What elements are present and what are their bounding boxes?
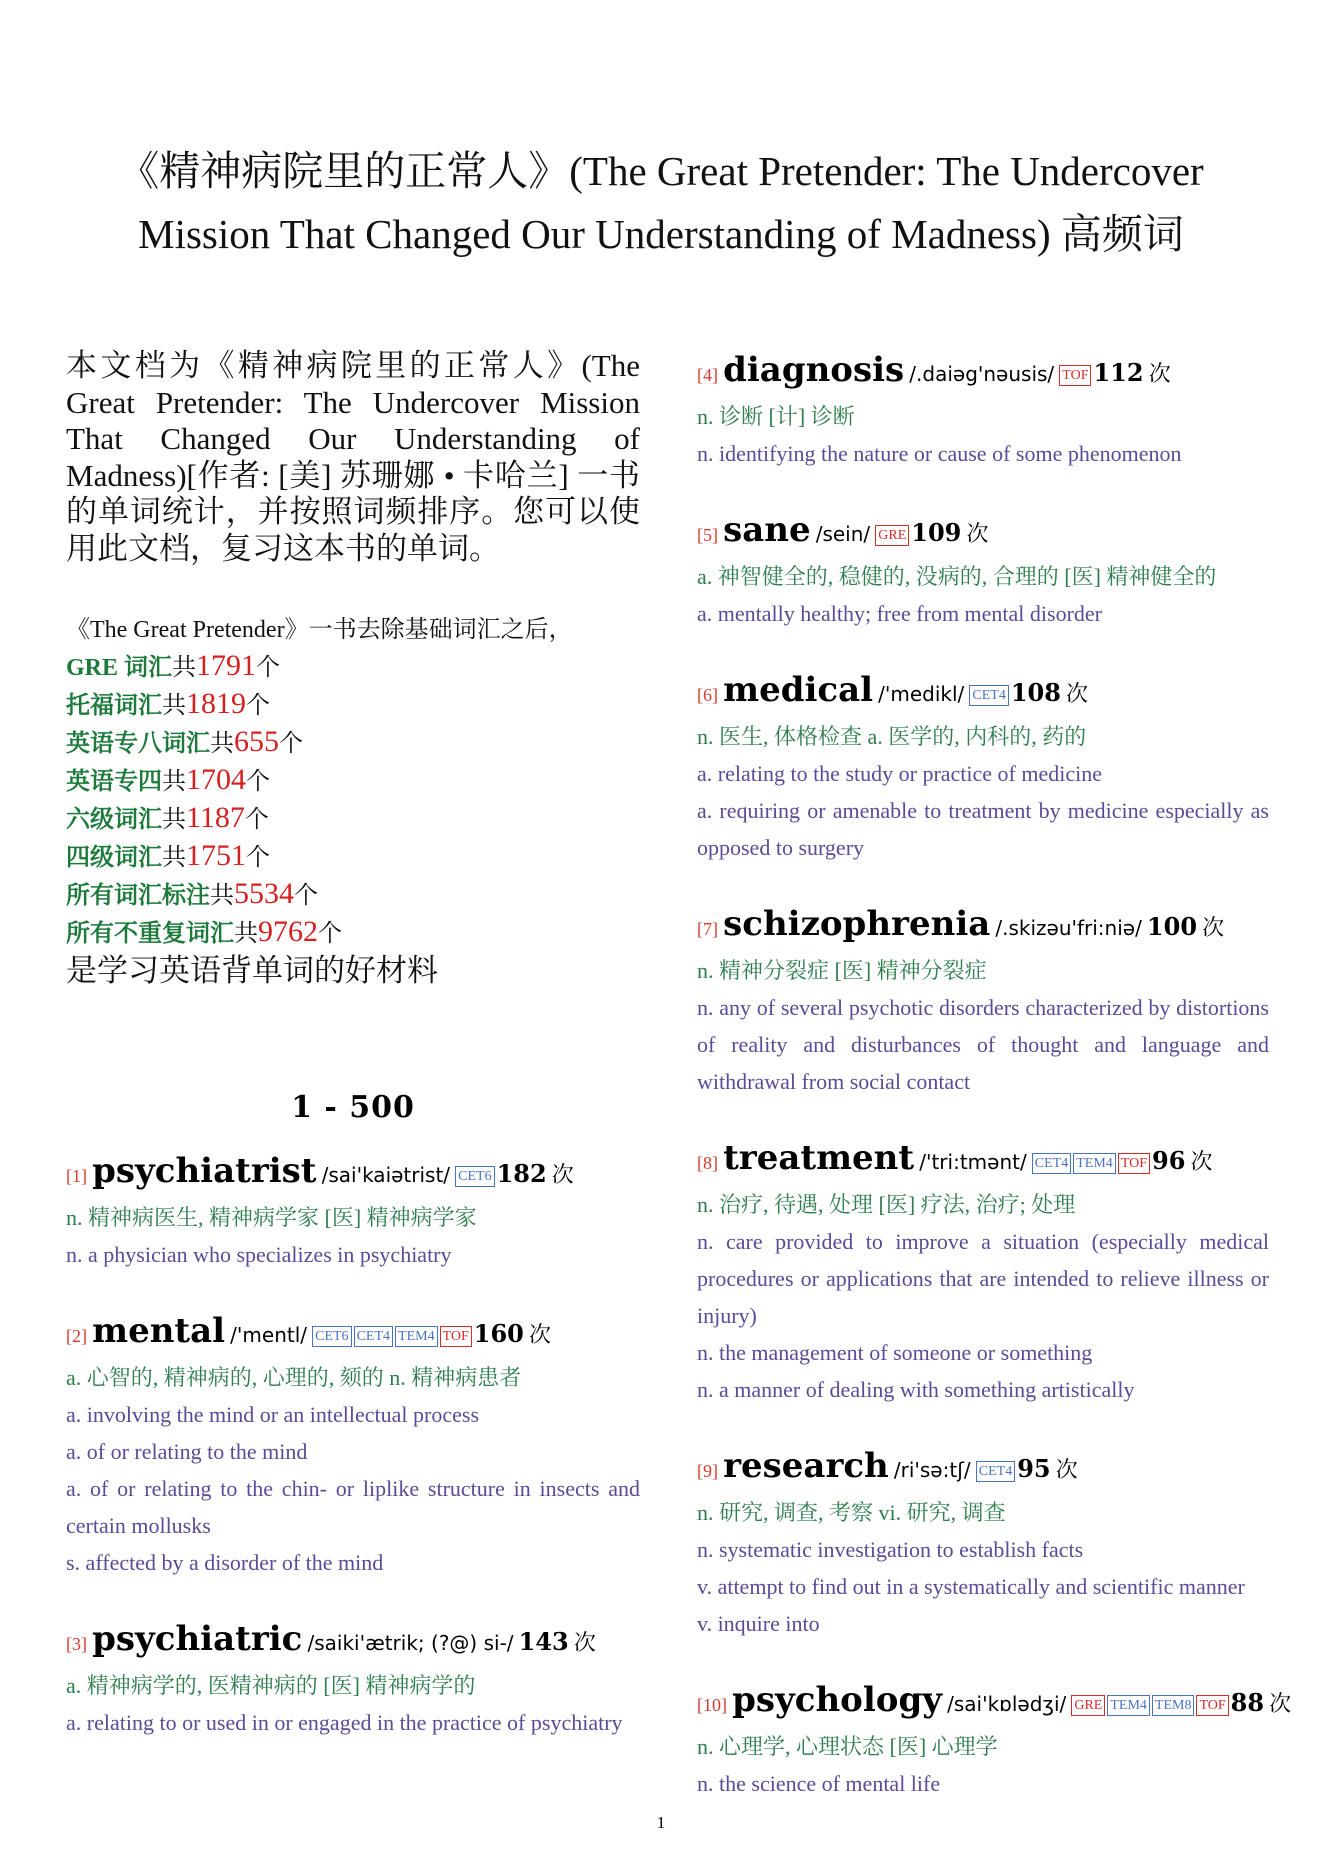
exam-tag: TEM4	[395, 1326, 438, 1347]
english-definition: s. affected by a disorder of the mind	[66, 1549, 384, 1575]
english-definition: n. the management of someone or something	[697, 1340, 1093, 1365]
frequency-count: 95	[1017, 1454, 1051, 1483]
chinese-definition: n. 医生, 体格检查 a. 医学的, 内科的, 药的	[697, 724, 1087, 749]
frequency-unit: 次	[551, 1161, 574, 1187]
entry-index: [3]	[66, 1633, 87, 1654]
word-entry	[697, 902, 1269, 1100]
english-definition: n. any of several psychotic disorders characterized by distortions of reality and disturbances of thought and language and withdrawal from social contact	[697, 995, 1269, 1094]
entry-index: [4]	[697, 365, 718, 385]
frequency-unit: 次	[573, 1629, 596, 1655]
chinese-definition: n. 心理学, 心理状态 [医] 心理学	[697, 1734, 998, 1759]
english-definition: n. systematic investigation to establish facts	[697, 1537, 1084, 1562]
stat-count: 1791	[196, 648, 257, 682]
stat-suffix: 个	[246, 692, 270, 719]
english-definition: a. of or relating to the mind	[66, 1438, 308, 1464]
stat-label: 六级词汇	[66, 806, 162, 833]
page-title: 《精神病院里的正常人》(The Great Pretender: The Undercover Mission That Changed Our Understanding of Madness) 高频词	[118, 148, 1204, 257]
stat-row	[66, 800, 640, 838]
entries-right	[697, 348, 1292, 1802]
stat-suffix: 个	[279, 730, 303, 757]
headword: psychology	[732, 1680, 942, 1720]
pronunciation: /sai'kaiətrist/	[321, 1162, 451, 1187]
stat-row	[66, 724, 640, 762]
stat-suffix: 个	[318, 920, 342, 947]
english-definition: a. requiring or amenable to treatment by medicine especially as opposed to surgery	[697, 798, 1269, 860]
chinese-definition: n. 精神分裂症 [医] 精神分裂症	[697, 958, 987, 983]
frequency-unit: 次	[1148, 361, 1171, 386]
stat-row	[66, 648, 640, 686]
english-definition: n. the science of mental life	[697, 1771, 941, 1796]
pronunciation: /saiki'ætrik; (?@) si-/	[307, 1630, 514, 1655]
word-entry	[697, 348, 1269, 472]
stat-mid: 共	[162, 692, 186, 719]
stat-label: 所有不重复词汇	[66, 920, 234, 947]
entry-head	[697, 668, 1269, 718]
word-entry	[697, 668, 1269, 866]
stat-row	[66, 914, 640, 952]
english-definition: a. mentally healthy; free from mental disorder	[697, 601, 1103, 626]
stat-count: 1751	[186, 838, 246, 872]
entry-index: [2]	[66, 1325, 87, 1346]
stat-label: 所有词汇标注	[66, 882, 210, 909]
word-entry	[697, 1678, 1292, 1802]
entry-head	[697, 902, 1269, 952]
exam-tag: GRE	[1071, 1695, 1105, 1716]
exam-tag: TEM8	[1152, 1695, 1195, 1716]
pronunciation: /.daiəg'nəusis/	[909, 362, 1055, 386]
chinese-definition: a. 神智健全的, 稳健的, 没病的, 合理的 [医] 精神健全的	[697, 564, 1217, 589]
english-definition: a. of or relating to the chin- or liplike structure in insects and certain mollusks	[66, 1475, 640, 1538]
stat-mid: 共	[172, 654, 197, 681]
stats-closing: 是学习英语背单词的好材料	[66, 952, 438, 988]
right-column	[697, 348, 1292, 1838]
exam-tag: CET4	[1032, 1153, 1071, 1174]
frequency-unit: 次	[1269, 1691, 1292, 1716]
frequency-count: 88	[1230, 1688, 1265, 1717]
headword: medical	[723, 670, 874, 710]
stat-suffix: 个	[294, 882, 318, 909]
pronunciation: /sai'kɒlədʒi/	[947, 1692, 1067, 1716]
stat-count: 5534	[234, 876, 294, 910]
stat-mid: 共	[210, 882, 234, 909]
exam-tag: TOF	[1118, 1153, 1150, 1174]
left-column	[66, 348, 640, 1777]
frequency-unit: 次	[1202, 915, 1225, 940]
stat-row	[66, 762, 640, 800]
english-definition: n. a physician who specializes in psychiatry	[66, 1241, 452, 1267]
entry-head	[66, 1309, 640, 1359]
stat-suffix: 个	[246, 768, 270, 795]
english-definition: v. inquire into	[697, 1611, 820, 1636]
exam-tag: TOF	[440, 1326, 472, 1347]
english-definition: a. relating to or used in or engaged in the practice of psychiatry	[66, 1709, 623, 1735]
stat-mid: 共	[162, 806, 186, 833]
entry-head	[697, 1136, 1269, 1186]
exam-tag: GRE	[875, 525, 909, 546]
frequency-unit: 次	[1066, 681, 1089, 706]
frequency-count: 109	[911, 518, 962, 547]
stat-row	[66, 876, 640, 914]
stat-count: 1187	[186, 800, 245, 834]
chinese-definition: a. 心智的, 精神病的, 心理的, 颏的 n. 精神病患者	[66, 1364, 522, 1390]
pronunciation: /'medikl/	[878, 682, 965, 706]
frequency-unit: 次	[1190, 1149, 1213, 1174]
frequency-count: 182	[496, 1158, 547, 1188]
headword: psychiatric	[92, 1618, 303, 1659]
intro-paragraph: 本文档为《精神病院里的正常人》(The Great Pretender: The Undercover Mission That Changed Our Understanding of Madness)[作者: [美] 苏珊娜 • 卡哈兰] 一书的单词统计，并按照词频排序。您可以使用此文档，复习这本书的单词。	[66, 348, 640, 566]
pronunciation: /'tri:tmənt/	[919, 1150, 1027, 1174]
exam-tag: CET4	[976, 1461, 1015, 1482]
word-entry	[697, 1444, 1269, 1642]
frequency-count: 96	[1152, 1146, 1186, 1175]
exam-tag: TEM4	[1073, 1153, 1116, 1174]
stat-count: 1819	[186, 686, 246, 720]
frequency-count: 143	[518, 1626, 569, 1656]
exam-tag: CET6	[312, 1326, 351, 1347]
frequency-count: 112	[1093, 358, 1144, 387]
english-definition: n. a manner of dealing with something artistically	[697, 1377, 1135, 1402]
pronunciation: /sein/	[815, 522, 871, 546]
word-entry	[697, 1136, 1269, 1408]
headword: psychiatrist	[92, 1150, 317, 1191]
stat-suffix: 个	[256, 654, 281, 681]
exam-tag: TOF	[1059, 365, 1091, 386]
frequency-unit: 次	[1055, 1457, 1078, 1482]
exam-tag: TOF	[1196, 1695, 1228, 1716]
headword: sane	[723, 510, 811, 550]
entry-index: [9]	[697, 1461, 718, 1481]
entry-index: [10]	[697, 1695, 727, 1715]
chinese-definition: n. 研究, 调查, 考察 vi. 研究, 调查	[697, 1500, 1006, 1525]
word-entry	[66, 1309, 640, 1581]
frequency-unit: 次	[528, 1321, 551, 1347]
entry-index: [6]	[697, 685, 718, 705]
headword: schizophrenia	[723, 904, 991, 944]
entry-index: [8]	[697, 1153, 718, 1173]
stat-count: 9762	[258, 914, 318, 948]
stat-row	[66, 686, 640, 724]
word-entry	[66, 1617, 640, 1741]
entry-head	[697, 1678, 1292, 1728]
pronunciation: /'mentl/	[230, 1322, 308, 1347]
english-definition: n. care provided to improve a situation (especially medical procedures or applications that are intended to relieve illness or injury)	[697, 1229, 1269, 1328]
frequency-count: 108	[1010, 678, 1061, 707]
entry-index: [5]	[697, 525, 718, 545]
headword: diagnosis	[723, 350, 905, 390]
exam-tag: TEM4	[1107, 1695, 1150, 1716]
stat-label: GRE 词汇	[66, 654, 173, 681]
word-entry	[66, 1149, 640, 1273]
english-definition: a. involving the mind or an intellectual process	[66, 1401, 480, 1427]
stat-suffix: 个	[244, 806, 269, 833]
english-definition: a. relating to the study or practice of medicine	[697, 761, 1103, 786]
english-definition: n. identifying the nature or cause of some phenomenon	[697, 441, 1182, 466]
word-entry	[697, 508, 1269, 632]
frequency-count: 160	[473, 1318, 524, 1348]
stat-label: 托福词汇	[66, 692, 162, 719]
stat-mid: 共	[162, 768, 186, 795]
stat-count: 1704	[186, 762, 246, 796]
english-definition: v. attempt to find out in a systematically and scientific manner	[697, 1574, 1245, 1599]
stat-suffix: 个	[246, 844, 270, 871]
entry-head	[66, 1617, 640, 1667]
pronunciation: /.skizəu'fri:niə/	[995, 916, 1142, 940]
pronunciation: /ri'sə:tʃ/	[893, 1458, 971, 1482]
headword: treatment	[723, 1138, 915, 1178]
stat-mid: 共	[234, 920, 258, 947]
headword: mental	[92, 1310, 226, 1351]
frequency-unit: 次	[966, 521, 989, 546]
entries-left	[66, 1149, 640, 1741]
frequency-count: 100	[1146, 912, 1198, 941]
stats-list	[66, 648, 640, 952]
chinese-definition: n. 精神病医生, 精神病学家 [医] 精神病学家	[66, 1204, 477, 1230]
exam-tag: CET4	[969, 685, 1008, 706]
stat-mid: 共	[162, 844, 186, 871]
page-number: 1	[656, 1813, 666, 1832]
exam-tag: CET4	[354, 1326, 393, 1347]
stat-label: 四级词汇	[66, 844, 162, 871]
exam-tag: CET6	[455, 1166, 494, 1187]
stats-intro-line: 《The Great Pretender》一书去除基础词汇之后，	[66, 616, 573, 643]
stat-count: 655	[234, 724, 279, 758]
range-heading: 1 - 500	[291, 1089, 415, 1125]
entry-head	[697, 508, 1269, 558]
chinese-definition: n. 治疗, 待遇, 处理 [医] 疗法, 治疗; 处理	[697, 1192, 1076, 1217]
stat-label: 英语专四	[66, 768, 162, 795]
stats-block	[66, 612, 640, 990]
stat-mid: 共	[210, 730, 234, 757]
entry-index: [1]	[66, 1165, 87, 1186]
stat-row	[66, 838, 640, 876]
entry-index: [7]	[697, 919, 718, 939]
entry-head	[697, 1444, 1269, 1494]
entry-head	[66, 1149, 640, 1199]
stat-label: 英语专八词汇	[66, 730, 210, 757]
headword: research	[723, 1446, 889, 1486]
chinese-definition: n. 诊断 [计] 诊断	[697, 404, 855, 429]
entry-head	[697, 348, 1269, 398]
chinese-definition: a. 精神病学的, 医精神病的 [医] 精神病学的	[66, 1672, 476, 1698]
